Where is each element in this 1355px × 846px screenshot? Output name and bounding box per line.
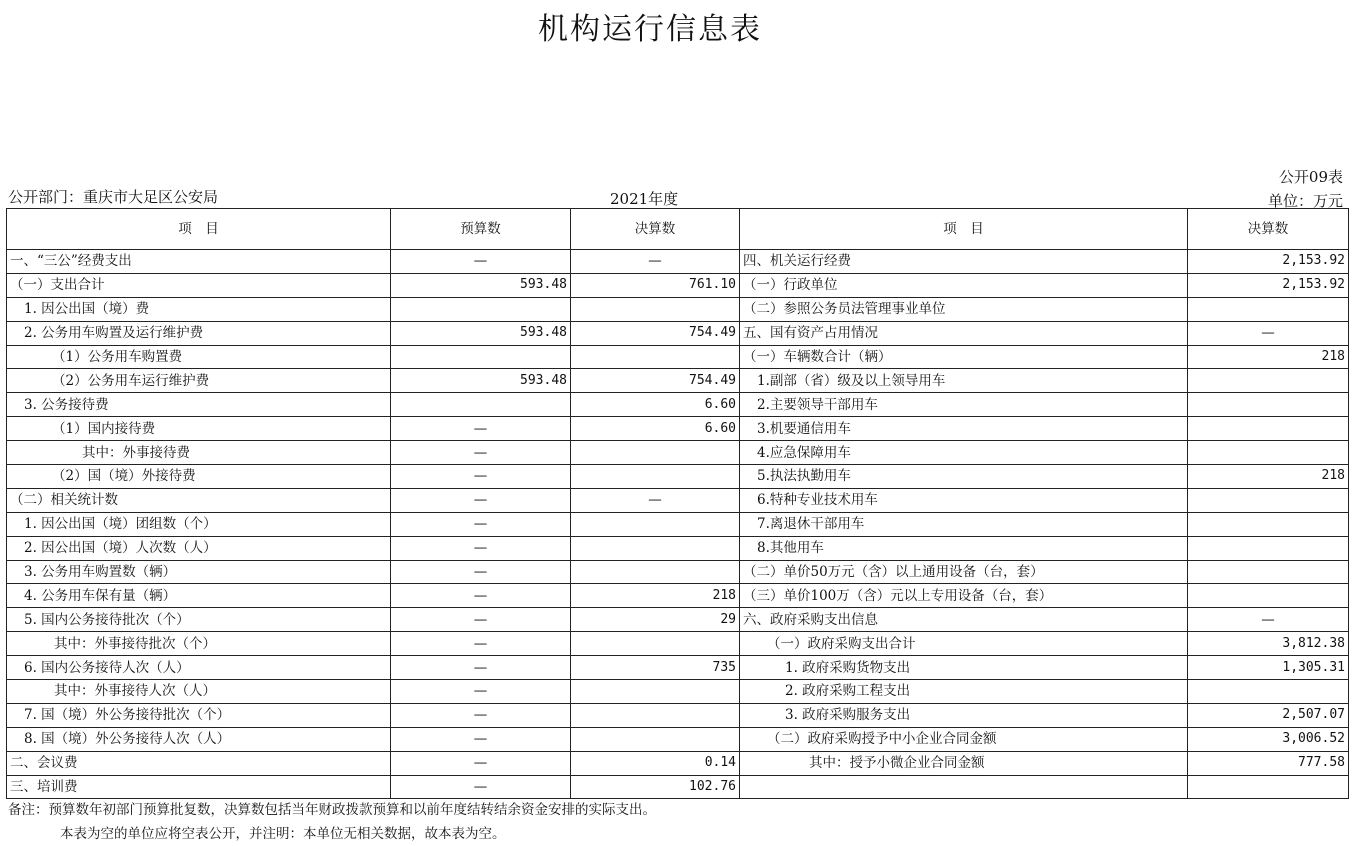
row-item-right	[740, 775, 1188, 799]
row-item-right: 2.主要领导干部用车	[740, 393, 1188, 417]
row-final-right: —	[1188, 608, 1349, 632]
table-row	[7, 393, 1349, 417]
table-row	[7, 608, 1349, 632]
table-row	[7, 775, 1349, 799]
row-item: 三、培训费	[7, 775, 391, 799]
row-final-right	[1188, 775, 1349, 799]
row-final-right: 218	[1188, 465, 1349, 489]
row-item: 6. 国内公务接待人次（人）	[7, 656, 391, 680]
row-budget: —	[391, 703, 571, 727]
row-item-right: 3.机要通信用车	[740, 417, 1188, 441]
row-item-right: 四、机关运行经费	[740, 250, 1188, 274]
row-item: 一、“三公”经费支出	[7, 250, 391, 274]
table-row	[7, 584, 1349, 608]
row-final-right: 777.58	[1188, 751, 1349, 775]
row-final-right: 218	[1188, 345, 1349, 369]
row-item: 5. 国内公务接待批次（个）	[7, 608, 391, 632]
row-item: 7. 国（境）外公务接待批次（个）	[7, 703, 391, 727]
row-budget: —	[391, 584, 571, 608]
row-item-right: （二）单价50万元（含）以上通用设备（台，套）	[740, 560, 1188, 584]
row-item: （二）相关统计数	[7, 488, 391, 512]
row-item-right: 1.副部（省）级及以上领导用车	[740, 369, 1188, 393]
row-final-right	[1188, 417, 1349, 441]
row-final-right	[1188, 441, 1349, 465]
row-item: （1）公务用车购置费	[7, 345, 391, 369]
table-row	[7, 465, 1349, 489]
row-item-right: （一）行政单位	[740, 273, 1188, 297]
row-final-right	[1188, 536, 1349, 560]
row-final: 102.76	[571, 775, 740, 799]
row-final: 218	[571, 584, 740, 608]
table-row	[7, 656, 1349, 680]
row-item-right: 其中：授予小微企业合同金额	[740, 751, 1188, 775]
table-row	[7, 751, 1349, 775]
row-final: 6.60	[571, 393, 740, 417]
table-row	[7, 536, 1349, 560]
row-final	[571, 297, 740, 321]
row-final	[571, 465, 740, 489]
row-item-right: 5.执法执勤用车	[740, 465, 1188, 489]
row-final: 0.14	[571, 751, 740, 775]
row-budget: 593.48	[391, 273, 571, 297]
row-final-right	[1188, 560, 1349, 584]
row-item: 2. 因公出国（境）人次数（人）	[7, 536, 391, 560]
row-final-right	[1188, 512, 1349, 536]
header-final: 决算数	[571, 209, 740, 250]
row-final-right	[1188, 297, 1349, 321]
table-row	[7, 703, 1349, 727]
row-final	[571, 560, 740, 584]
row-budget: —	[391, 536, 571, 560]
row-item-right: 五、国有资产占用情况	[740, 321, 1188, 345]
row-budget: —	[391, 632, 571, 656]
row-final	[571, 727, 740, 751]
header-final-right: 决算数	[1188, 209, 1349, 250]
table-row	[7, 632, 1349, 656]
row-final	[571, 512, 740, 536]
row-item-right: 六、政府采购支出信息	[740, 608, 1188, 632]
row-item-right: 2. 政府采购工程支出	[740, 680, 1188, 704]
table-row	[7, 560, 1349, 584]
row-final	[571, 345, 740, 369]
row-budget	[391, 393, 571, 417]
table-row	[7, 273, 1349, 297]
table-header-row	[7, 209, 1349, 250]
row-final-right: 3,006.52	[1188, 727, 1349, 751]
table-row	[7, 250, 1349, 274]
row-item: （2）公务用车运行维护费	[7, 369, 391, 393]
row-final: 754.49	[571, 369, 740, 393]
row-item: 其中：外事接待人次（人）	[7, 680, 391, 704]
row-final-right: 2,507.07	[1188, 703, 1349, 727]
row-item: 1. 因公出国（境）团组数（个）	[7, 512, 391, 536]
row-budget: —	[391, 250, 571, 274]
row-budget: —	[391, 727, 571, 751]
row-item-right: 4.应急保障用车	[740, 441, 1188, 465]
row-item-right: 6.特种专业技术用车	[740, 488, 1188, 512]
page-title: 机构运行信息表	[538, 12, 762, 47]
table-row	[7, 345, 1349, 369]
row-final-right	[1188, 393, 1349, 417]
row-budget	[391, 345, 571, 369]
row-final	[571, 536, 740, 560]
header-item: 项 目	[7, 209, 391, 250]
row-item: （2）国（境）外接待费	[7, 465, 391, 489]
unit-label: 单位：万元	[1267, 192, 1343, 210]
row-budget: —	[391, 656, 571, 680]
fiscal-year: 2021年度	[610, 190, 679, 208]
row-budget: —	[391, 465, 571, 489]
table-row	[7, 321, 1349, 345]
row-final	[571, 703, 740, 727]
row-item-right: （二）政府采购授予中小企业合同金额	[740, 727, 1188, 751]
row-budget	[391, 297, 571, 321]
row-item: 2. 公务用车购置及运行维护费	[7, 321, 391, 345]
row-item-right: （三）单价100万（含）元以上专用设备（台，套）	[740, 584, 1188, 608]
table-row	[7, 369, 1349, 393]
row-final	[571, 680, 740, 704]
row-item: 8. 国（境）外公务接待人次（人）	[7, 727, 391, 751]
header-item-right: 项 目	[740, 209, 1188, 250]
row-item: （1）国内接待费	[7, 417, 391, 441]
row-item-right: （一）车辆数合计（辆）	[740, 345, 1188, 369]
row-budget: —	[391, 680, 571, 704]
row-budget: —	[391, 560, 571, 584]
row-final: —	[571, 488, 740, 512]
row-item-right: 3. 政府采购服务支出	[740, 703, 1188, 727]
row-final	[571, 632, 740, 656]
row-final-right: 2,153.92	[1188, 273, 1349, 297]
row-budget: —	[391, 751, 571, 775]
row-item-right: 7.离退休干部用车	[740, 512, 1188, 536]
row-item: 二、会议费	[7, 751, 391, 775]
row-item-right: （二）参照公务员法管理事业单位	[740, 297, 1188, 321]
row-final: —	[571, 250, 740, 274]
department-label: 公开部门：重庆市大足区公安局	[8, 188, 219, 206]
row-item: 3. 公务接待费	[7, 393, 391, 417]
row-final: 735	[571, 656, 740, 680]
row-final-right	[1188, 369, 1349, 393]
row-item-right: 1. 政府采购货物支出	[740, 656, 1188, 680]
row-budget: —	[391, 488, 571, 512]
row-item: 其中：外事接待批次（个）	[7, 632, 391, 656]
row-final-right	[1188, 584, 1349, 608]
row-item: 1. 因公出国（境）费	[7, 297, 391, 321]
row-budget: —	[391, 608, 571, 632]
row-item: 其中：外事接待费	[7, 441, 391, 465]
table-row	[7, 441, 1349, 465]
row-budget: —	[391, 512, 571, 536]
row-final: 29	[571, 608, 740, 632]
row-final-right: 2,153.92	[1188, 250, 1349, 274]
row-final-right: 1,305.31	[1188, 656, 1349, 680]
row-budget: 593.48	[391, 369, 571, 393]
row-item-right: （一）政府采购支出合计	[740, 632, 1188, 656]
row-final-right: 3,812.38	[1188, 632, 1349, 656]
row-item: 3. 公务用车购置数（辆）	[7, 560, 391, 584]
row-final-right: —	[1188, 321, 1349, 345]
row-final-right	[1188, 680, 1349, 704]
row-item: （一）支出合计	[7, 273, 391, 297]
form-number: 公开09表	[1278, 168, 1343, 186]
row-final-right	[1188, 488, 1349, 512]
row-budget: 593.48	[391, 321, 571, 345]
row-final: 6.60	[571, 417, 740, 441]
info-table	[6, 208, 1349, 799]
note-line-1: 备注：预算数年初部门预算批复数，决算数包括当年财政拨款预算和以前年度结转结余资金安排的实际支出。	[8, 802, 656, 818]
table-row	[7, 727, 1349, 751]
row-final: 754.49	[571, 321, 740, 345]
row-budget: —	[391, 441, 571, 465]
note-line-2: 本表为空的单位应将空表公开，并注明：本单位无相关数据，故本表为空。	[60, 826, 506, 842]
table-row	[7, 512, 1349, 536]
row-item: 4. 公务用车保有量（辆）	[7, 584, 391, 608]
table-row	[7, 680, 1349, 704]
row-final	[571, 441, 740, 465]
table-row	[7, 488, 1349, 512]
row-budget: —	[391, 417, 571, 441]
table-row	[7, 417, 1349, 441]
header-budget: 预算数	[391, 209, 571, 250]
row-item-right: 8.其他用车	[740, 536, 1188, 560]
row-final: 761.10	[571, 273, 740, 297]
row-budget: —	[391, 775, 571, 799]
table-row	[7, 297, 1349, 321]
